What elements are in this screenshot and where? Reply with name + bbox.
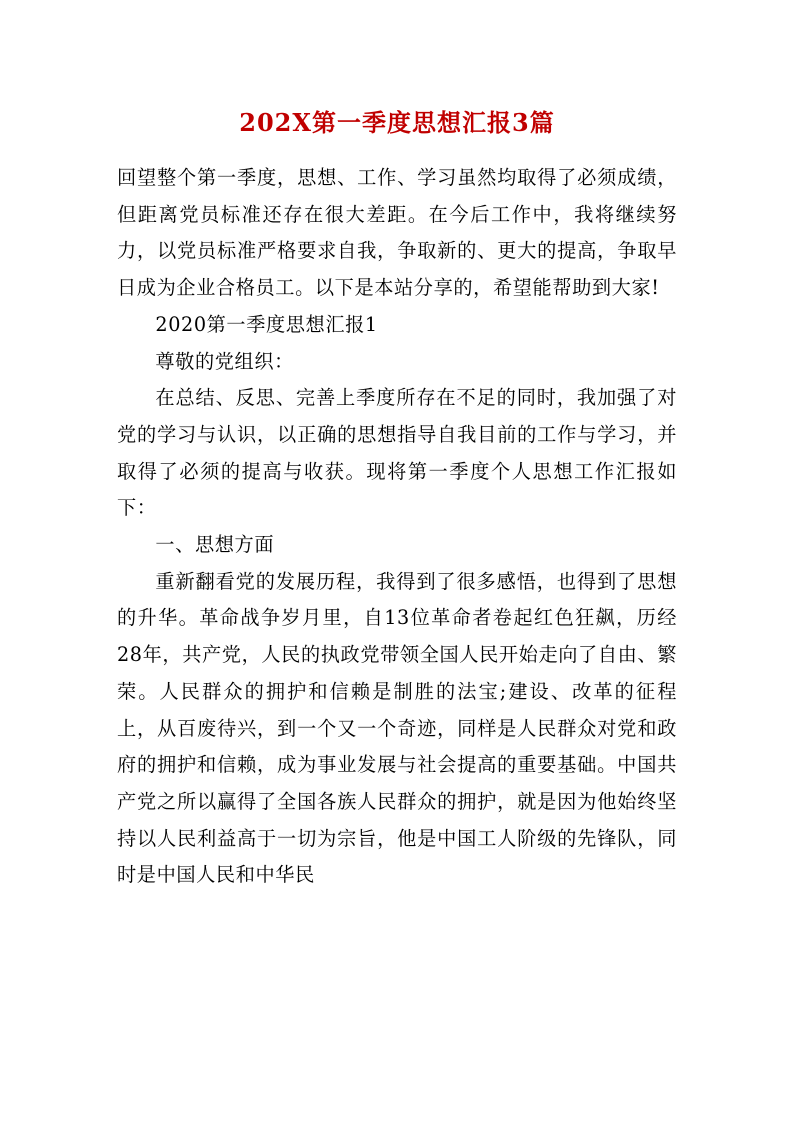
subsection-heading: 一、思想方面 [155,533,275,557]
section-heading: 2020第一季度思想汇报1 [155,312,378,336]
body-paragraph: 在总结、反思、完善上季度所存在不足的同时，我加强了对党的学习与认识，以正确的思想指导自我目前的工作与学习，并取得了必须的提高与收获。现将第一季度个人思想工作汇报如下： [117,386,677,520]
document-title: 202X第一季度思想汇报3篇 [239,108,555,137]
salutation: 尊敬的党组织： [155,349,294,373]
body-paragraph: 重新翻看党的发展历程，我得到了很多感悟，也得到了思想的升华。革命战争岁月里，自13位革命者卷起红色狂飙，历经28年，共产党，人民的执政党带领全国人民开始走向了自由、繁荣。人民群众的拥护和信赖是制胜的法宝;建设、改革的征程上，从百废待兴，到一个又一个奇迹，同样是人民群众对党和政府的拥护和信赖，成为事业发展与社会提高的重要基础。中国共产党之所以赢得了全国各族人民群众的拥护，就是因为他始终坚持以人民利益高于一切为宗旨，他是中国工人阶级的先锋队，同时是中国人民和中华民 [117,569,677,887]
document-body [117,160,677,894]
intro-paragraph: 回望整个第一季度，思想、工作、学习虽然均取得了必须成绩，但距离党员标准还存在很大差距。在今后工作中，我将继续努力，以党员标准严格要求自我，争取新的、更大的提高，争取早日成为企业合格员工。以下是本站分享的，希望能帮助到大家! [117,166,677,300]
